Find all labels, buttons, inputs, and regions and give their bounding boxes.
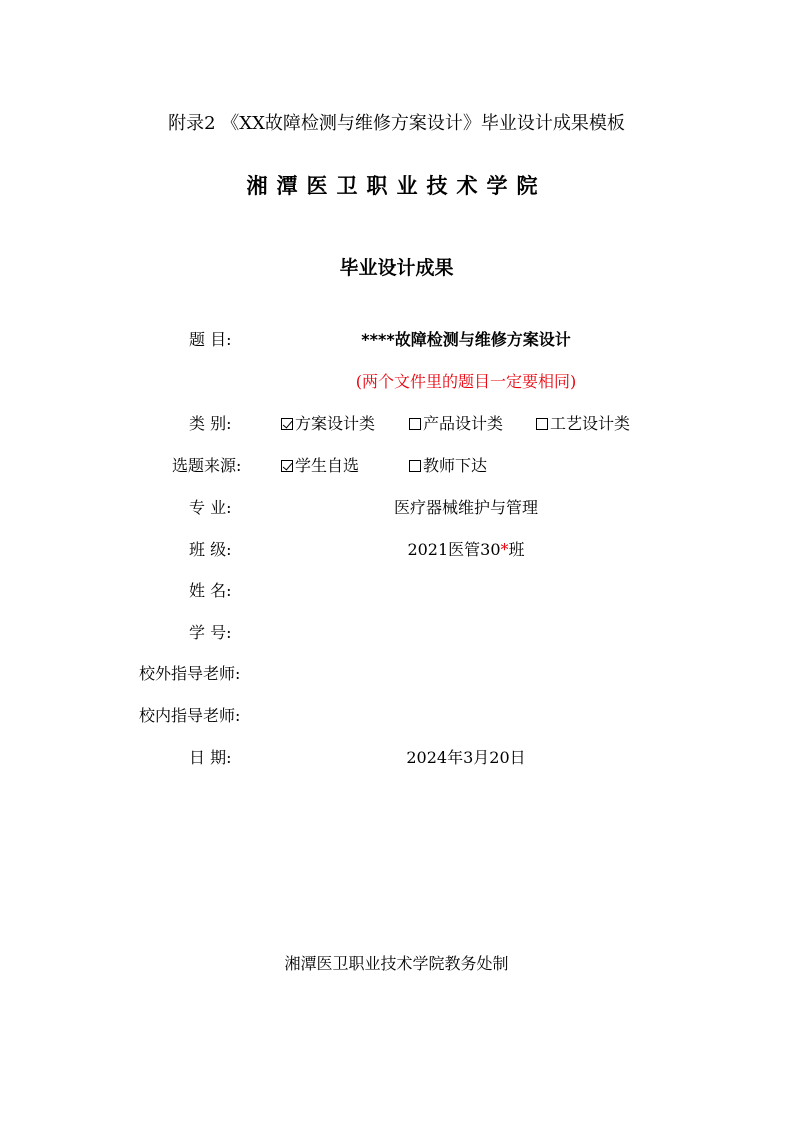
school-name: 湘潭医卫职业技术学院 [246,174,547,198]
major-value: 医疗器械维护与管理 [393,498,538,517]
source-option-teacher[interactable]: 教师下达 [409,453,487,476]
external-advisor-label: 校外指导老师: [139,664,241,683]
checkbox-icon[interactable] [536,418,548,430]
class-label: 班 级: [189,540,232,559]
class-value: 2021医管30*班 [407,540,525,559]
name-label: 姓 名: [189,581,232,600]
footer-issuer: 湘潭医卫职业技术学院教务处制 [284,954,509,973]
category-option-scheme[interactable]: 方案设计类 [281,411,375,434]
category-label: 类 别: [189,414,232,433]
category-option-process[interactable]: 工艺设计类 [536,411,630,434]
document-title: 毕业设计成果 [339,257,454,279]
checked-box-icon[interactable] [281,460,293,472]
category-option-product[interactable]: 产品设计类 [409,411,503,434]
source-option-student[interactable]: 学生自选 [281,453,359,476]
appendix-title: 附录2 《XX故障检测与维修方案设计》毕业设计成果模板 [168,113,625,134]
checkbox-icon[interactable] [409,460,421,472]
topic-label: 题 目: [189,330,232,349]
checkbox-icon[interactable] [409,418,421,430]
topic-note: (两个文件里的题目一定要相同) [355,372,577,391]
topic-value: ****故障检测与维修方案设计 [361,330,571,349]
date-value: 2024年3月20日 [406,748,526,767]
date-label: 日 期: [189,748,232,767]
internal-advisor-label: 校内指导老师: [139,706,241,725]
major-label: 专 业: [189,498,232,517]
student-id-label: 学 号: [189,623,232,642]
checked-box-icon[interactable] [281,418,293,430]
source-label: 选题来源: [172,456,242,475]
